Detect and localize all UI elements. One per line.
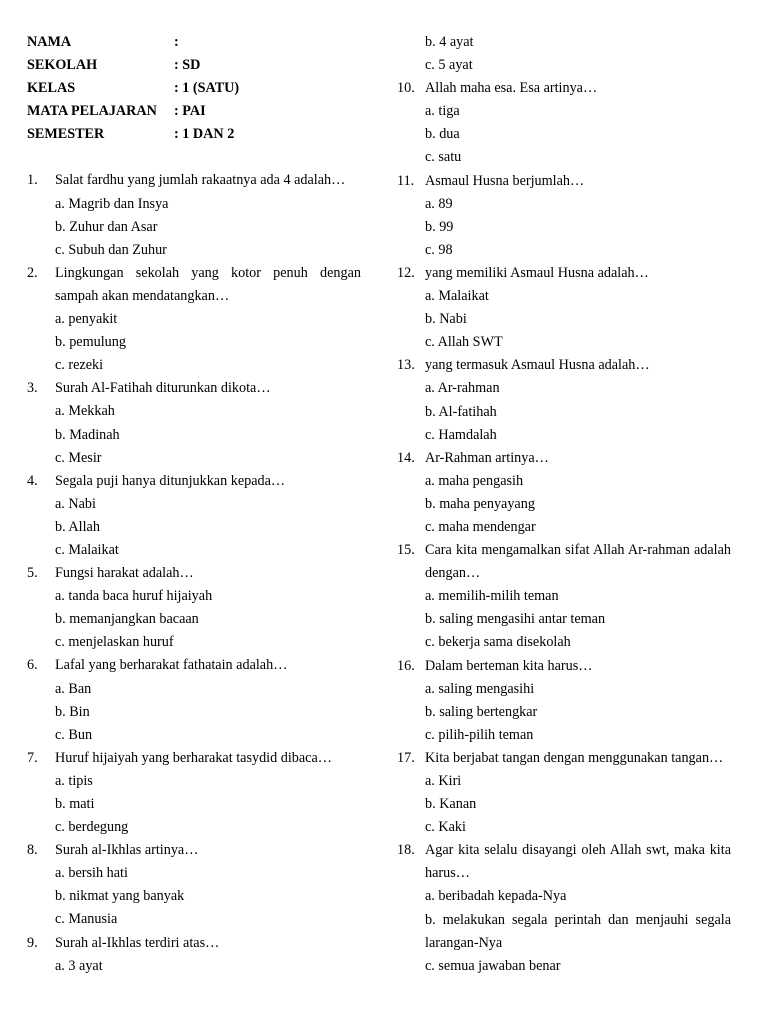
question-text: Lingkungan sekolah yang kotor penuh dengan sampah akan mendatangkan… — [55, 264, 361, 304]
question-7 — [27, 747, 361, 770]
semester-value: : 1 DAN 2 — [174, 126, 235, 143]
option-c: c. Mesir — [55, 449, 102, 466]
header-row-semester — [27, 123, 361, 146]
question-number: 14. — [397, 449, 415, 466]
question-9 — [27, 932, 361, 955]
option-a: a. tanda baca huruf hijaiyah — [55, 588, 213, 605]
option-b: b. Allah — [55, 518, 100, 535]
student-info-header — [27, 31, 361, 146]
option-a: a. bersih hati — [55, 865, 128, 882]
question-number: 13. — [397, 357, 415, 374]
header-row-nama — [27, 31, 361, 54]
question-text: Surah Al-Fatihah diturunkan dikota… — [55, 380, 271, 397]
option-b: b. Zuhur dan Asar — [55, 218, 158, 235]
option-c: c. 5 ayat — [425, 57, 473, 74]
question-number: 17. — [397, 749, 415, 766]
question-8 — [27, 839, 361, 862]
question-text: Ar-Rahman artinya… — [425, 449, 549, 466]
option-c: c. rezeki — [55, 357, 104, 374]
question-number: 15. — [397, 542, 415, 559]
question-number: 6. — [27, 657, 38, 674]
question-15 — [397, 539, 731, 585]
option-a: a. memilih-milih teman — [425, 588, 559, 605]
sekolah-label: SEKOLAH — [27, 57, 98, 74]
question-text: Surah al-Ikhlas artinya… — [55, 842, 199, 859]
question-number: 4. — [27, 472, 38, 489]
question-number: 11. — [397, 172, 415, 189]
right-column — [397, 31, 731, 978]
question-number: 2. — [27, 264, 38, 281]
question-17 — [397, 747, 731, 770]
option-b: b. mati — [55, 796, 95, 812]
option-b: b. Madinah — [55, 426, 120, 443]
option-a: a. 89 — [425, 195, 453, 212]
option-b: b. nikmat yang banyak — [55, 888, 185, 905]
option-b: b. 4 ayat — [425, 34, 474, 50]
left-column — [27, 31, 361, 978]
option-c: c. Allah SWT — [425, 334, 503, 351]
question-number: 7. — [27, 749, 38, 766]
question-10 — [397, 77, 731, 100]
question-text: Cara kita mengamalkan sifat Allah Ar-rahman adalah dengan… — [425, 542, 731, 582]
question-text: yang termasuk Asmaul Husna adalah… — [425, 357, 650, 374]
question-number: 1. — [27, 172, 38, 189]
option-a: a. penyakit — [55, 311, 118, 328]
option-a: a. beribadah kepada-Nya — [425, 888, 567, 905]
mapel-value: : PAI — [174, 103, 206, 120]
option-c: c. bekerja sama disekolah — [425, 634, 571, 651]
question-number: 9. — [27, 934, 38, 951]
semester-label: SEMESTER — [27, 126, 105, 143]
question-number: 10. — [397, 80, 415, 97]
option-c: c. Kaki — [425, 819, 466, 836]
question-14 — [397, 447, 731, 470]
question-text: Segala puji hanya ditunjukkan kepada… — [55, 472, 286, 489]
question-text: yang memiliki Asmaul Husna adalah… — [425, 264, 649, 281]
header-row-kelas — [27, 77, 361, 100]
option-b: b. dua — [425, 126, 460, 143]
question-number: 8. — [27, 842, 38, 859]
option-b: b. saling bertengkar — [425, 703, 538, 720]
question-13 — [397, 354, 731, 377]
question-4 — [27, 470, 361, 493]
question-text: Fungsi harakat adalah… — [55, 565, 194, 582]
question-18 — [397, 839, 731, 885]
option-c: c. pilih-pilih teman — [425, 726, 534, 743]
mapel-label: MATA PELAJARAN — [27, 103, 157, 120]
option-c: c. menjelaskan huruf — [55, 634, 174, 651]
question-5 — [27, 562, 361, 585]
option-b: b. Nabi — [425, 311, 467, 328]
question-text: Agar kita selalu disayangi oleh Allah swt, maka kita harus… — [425, 842, 731, 882]
option-b: b. 99 — [425, 218, 454, 235]
option-a: a. Nabi — [55, 495, 96, 512]
option-b: b. Bin — [55, 703, 90, 720]
question-2 — [27, 262, 361, 308]
option-b: b. maha penyayang — [425, 495, 535, 512]
question-number: 16. — [397, 657, 415, 674]
question-text: Asmaul Husna berjumlah… — [425, 172, 585, 189]
option-a: a. tipis — [55, 772, 93, 789]
option-a: a. Magrib dan Insya — [55, 195, 169, 212]
option-a: a. 3 ayat — [55, 957, 103, 974]
nama-label: NAMA — [27, 34, 72, 50]
question-text: Huruf hijaiyah yang berharakat tasydid dibaca… — [55, 749, 332, 766]
question-number: 3. — [27, 380, 38, 397]
option-c: c. 98 — [425, 241, 453, 258]
option-c: c. Hamdalah — [425, 426, 497, 443]
option-b: b. Kanan — [425, 796, 477, 813]
option-b: b. melakukan segala perintah dan menjauhi segala larangan-Nya — [425, 911, 731, 951]
option-a: a. saling mengasihi — [425, 680, 535, 697]
question-3 — [27, 377, 361, 400]
option-b: b. Al-fatihah — [425, 403, 497, 420]
question-1 — [27, 169, 361, 192]
option-a: a. maha pengasih — [425, 472, 524, 489]
nama-value: : — [174, 34, 179, 50]
option-a: a. Ar-rahman — [425, 380, 500, 397]
question-16 — [397, 655, 731, 678]
option-b: b. memanjangkan bacaan — [55, 611, 199, 628]
question-text: Salat fardhu yang jumlah rakaatnya ada 4 adalah… — [55, 172, 346, 189]
option-c: c. Malaikat — [55, 541, 119, 558]
question-number: 5. — [27, 565, 38, 582]
question-text: Kita berjabat tangan dengan menggunakan tangan… — [425, 749, 724, 766]
kelas-value: : 1 (SATU) — [174, 80, 240, 97]
question-number: 18. — [397, 842, 415, 859]
option-c: c. maha mendengar — [425, 518, 536, 535]
header-row-sekolah — [27, 54, 361, 77]
option-c: c. semua jawaban benar — [425, 957, 561, 974]
option-b: b. saling mengasihi antar teman — [425, 611, 606, 628]
option-a: a. Ban — [55, 680, 92, 697]
option-c: c. Bun — [55, 726, 93, 743]
header-row-mapel — [27, 100, 361, 123]
question-number: 12. — [397, 264, 415, 281]
option-a: a. Mekkah — [55, 403, 115, 420]
option-c: c. Subuh dan Zuhur — [55, 241, 167, 258]
option-a: a. tiga — [425, 103, 460, 120]
question-text: Surah al-Ikhlas terdiri atas… — [55, 934, 220, 951]
question-11 — [397, 170, 731, 193]
option-a: a. Malaikat — [425, 288, 489, 305]
question-6 — [27, 654, 361, 677]
question-text: Dalam berteman kita harus… — [425, 657, 593, 674]
sekolah-value: : SD — [174, 57, 201, 74]
option-c: c. Manusia — [55, 911, 118, 928]
question-text: Lafal yang berharakat fathatain adalah… — [55, 657, 288, 674]
kelas-label: KELAS — [27, 80, 76, 97]
option-c: c. berdegung — [55, 819, 129, 836]
question-12 — [397, 262, 731, 285]
option-b: b. pemulung — [55, 334, 126, 351]
option-a: a. Kiri — [425, 773, 462, 789]
option-c: c. satu — [425, 149, 462, 166]
question-text: Allah maha esa. Esa artinya… — [425, 80, 598, 97]
